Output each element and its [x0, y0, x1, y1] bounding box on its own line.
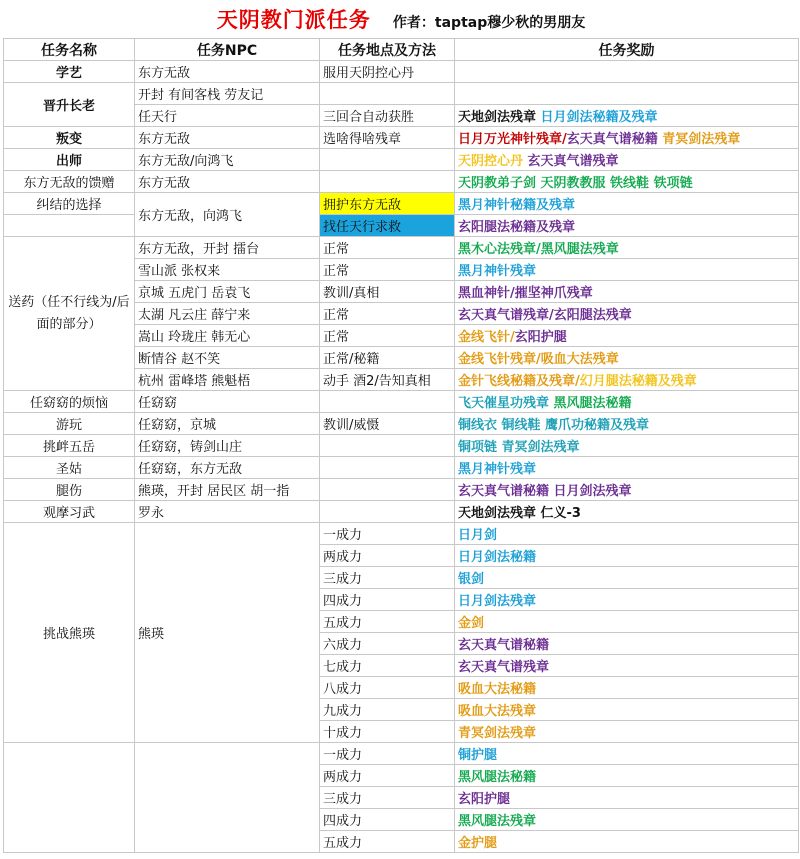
quest-reward-cell: [455, 567, 799, 589]
quest-npc-cell: 嵩山 玲珑庄 韩无心: [135, 325, 320, 347]
reward-text: 玄阳护腿: [458, 792, 511, 807]
table-row: [4, 391, 799, 413]
column-header: 任务名称: [4, 39, 135, 61]
reward-text: 黑木心法残章/黑风腿法残章: [458, 242, 619, 257]
table-row: [4, 61, 799, 83]
quest-method-cell: 十成力: [320, 721, 455, 743]
table-row: [4, 127, 799, 149]
reward-text: 黑月神针残章: [458, 462, 537, 477]
reward-text: 黑月神针秘籍及残章: [458, 198, 576, 213]
table-row: [4, 237, 799, 259]
table-row: [4, 523, 799, 545]
quest-npc-cell: 熊瑛，开封 居民区 胡一指: [135, 479, 320, 501]
reward-text: 黑月神针残章: [458, 264, 537, 279]
quest-name-cell: 叛变: [4, 127, 135, 149]
reward-text: 玄阳护腿: [514, 330, 567, 345]
quest-method-cell: 三成力: [320, 567, 455, 589]
quest-method-cell: 三成力: [320, 787, 455, 809]
reward-text: 铜线衣 铜线鞋 鹰爪功秘籍及残章: [458, 418, 650, 433]
reward-text: 金针飞线秘籍及残章/: [458, 374, 580, 389]
quest-method-cell: 八成力: [320, 677, 455, 699]
reward-text: 幻月腿法秘籍及残章: [579, 374, 697, 389]
reward-text: 金线飞针/: [458, 330, 515, 345]
quest-npc-cell: 东方无敌: [135, 61, 320, 83]
quest-method-cell: 两成力: [320, 765, 455, 787]
quest-method-cell: 三回合自动获胜: [320, 105, 455, 127]
quest-npc-cell: 东方无敌/向鸿飞: [135, 149, 320, 171]
quest-reward-cell: [455, 743, 799, 765]
quest-reward-cell: [455, 787, 799, 809]
quest-name-cell: 游玩: [4, 413, 135, 435]
reward-text: 日月万光神针残章/: [458, 132, 567, 147]
quest-name-cell: 腿伤: [4, 479, 135, 501]
reward-text: 铜项链: [458, 440, 502, 455]
quest-npc-cell: 京城 五虎门 岳袁飞: [135, 281, 320, 303]
quest-reward-cell: [455, 413, 799, 435]
quest-npc-cell: 任窈窈: [135, 391, 320, 413]
reward-text: 银剑: [458, 572, 485, 587]
quest-npc-cell: 开封 有间客栈 劳友记: [135, 83, 320, 105]
quest-reward-cell: [455, 457, 799, 479]
reward-text: 玄阳腿法秘籍及残章: [458, 220, 576, 235]
column-header: 任务NPC: [135, 39, 320, 61]
quest-name-cell: 圣姑: [4, 457, 135, 479]
quest-method-cell: 四成力: [320, 809, 455, 831]
quest-reward-cell: [455, 369, 799, 391]
page-title: 天阴教门派任务: [216, 8, 371, 32]
reward-text: 玄天真气谱秘籍: [566, 132, 663, 147]
quest-reward-cell: [455, 765, 799, 787]
quest-npc-cell: 熊瑛: [135, 523, 320, 743]
reward-text: 玄天真气谱残章: [458, 660, 550, 675]
reward-text: 黑风腿法秘籍: [553, 396, 632, 411]
reward-text: 天地剑法残章 仁义-3: [458, 506, 581, 521]
reward-text: 青冥剑法残章: [662, 132, 741, 147]
reward-text: 青冥剑法残章: [501, 440, 580, 455]
quest-npc-cell: 断情谷 赵不笑: [135, 347, 320, 369]
column-header: 任务奖励: [455, 39, 799, 61]
quest-method-cell: [320, 149, 455, 171]
quest-method-cell: [320, 391, 455, 413]
quest-name-cell: 晋升长老: [4, 83, 135, 127]
quest-method-cell: 五成力: [320, 611, 455, 633]
quest-reward-cell: [455, 303, 799, 325]
quest-reward-cell: [455, 809, 799, 831]
quest-reward-cell: [455, 435, 799, 457]
reward-text: 青冥剑法残章: [458, 726, 537, 741]
header-row: [4, 39, 799, 61]
quest-table: [3, 0, 799, 853]
quest-npc-cell: 东方无敌: [135, 127, 320, 149]
quest-reward-cell: [455, 215, 799, 237]
quest-npc-cell: 东方无敌，开封 擂台: [135, 237, 320, 259]
quest-reward-cell: [455, 127, 799, 149]
column-header: 任务地点及方法: [320, 39, 455, 61]
quest-reward-cell: [455, 193, 799, 215]
quest-reward-cell: [455, 523, 799, 545]
quest-name-cell: 学艺: [4, 61, 135, 83]
quest-reward-cell: [455, 699, 799, 721]
quest-name-cell: 出师: [4, 149, 135, 171]
reward-text: 日月剑法残章: [458, 594, 537, 609]
quest-reward-cell: [455, 281, 799, 303]
quest-method-cell: [320, 479, 455, 501]
quest-method-cell: 九成力: [320, 699, 455, 721]
quest-method-cell: 五成力: [320, 831, 455, 853]
reward-text: 铜护腿: [458, 748, 498, 763]
quest-reward-cell: [455, 655, 799, 677]
quest-method-cell: 七成力: [320, 655, 455, 677]
quest-method-cell: 正常/秘籍: [320, 347, 455, 369]
reward-text: 飞天催星功残章: [458, 396, 554, 411]
quest-npc-cell: [135, 743, 320, 853]
quest-method-cell: 选啥得啥残章: [320, 127, 455, 149]
table-row: [4, 435, 799, 457]
table-row: [4, 743, 799, 765]
quest-method-cell: 找任天行求救: [320, 215, 455, 237]
quest-method-cell: 正常: [320, 259, 455, 281]
table-row: [4, 193, 799, 215]
reward-text: 黑风腿法秘籍: [458, 770, 537, 785]
quest-method-cell: 四成力: [320, 589, 455, 611]
title-row: [4, 0, 799, 39]
reward-text: 黑血神针/摧坚神爪残章: [458, 286, 593, 301]
quest-name-cell: 纠结的选择: [4, 193, 135, 215]
quest-npc-cell: 杭州 雷峰塔 熊魁梧: [135, 369, 320, 391]
quest-method-cell: 教训/真相: [320, 281, 455, 303]
quest-method-cell: 六成力: [320, 633, 455, 655]
quest-reward-cell: [455, 259, 799, 281]
quest-name-cell: 任窈窈的烦恼: [4, 391, 135, 413]
quest-reward-cell: [455, 479, 799, 501]
quest-name-cell: [4, 743, 135, 853]
reward-text: 玄天真气谱残章: [527, 154, 619, 169]
quest-method-cell: 动手 酒2/告知真相: [320, 369, 455, 391]
quest-reward-cell: [455, 237, 799, 259]
quest-reward-cell: [455, 171, 799, 193]
reward-text: 金线飞针残章/吸血大法残章: [458, 352, 619, 367]
reward-text: 天阴控心丹: [458, 154, 528, 169]
reward-text: 吸血大法残章: [458, 704, 537, 719]
author-credit: 作者：taptap穆少秋的男朋友: [392, 15, 586, 31]
quest-npc-cell: 任窈窈，京城: [135, 413, 320, 435]
quest-reward-cell: [455, 677, 799, 699]
table-row: [4, 171, 799, 193]
quest-npc-cell: 罗永: [135, 501, 320, 523]
quest-npc-cell: 雪山派 张权来: [135, 259, 320, 281]
quest-name-cell: [4, 215, 135, 237]
quest-method-cell: [320, 501, 455, 523]
reward-text: 天地剑法残章: [458, 110, 537, 125]
table-row: [4, 413, 799, 435]
quest-reward-cell: [455, 391, 799, 413]
quest-name-cell: 观摩习武: [4, 501, 135, 523]
quest-npc-cell: 太湖 凡云庄 薛宁来: [135, 303, 320, 325]
quest-reward-cell: [455, 545, 799, 567]
quest-method-cell: 一成力: [320, 523, 455, 545]
reward-text: 日月剑: [458, 528, 498, 543]
quest-reward-cell: [455, 611, 799, 633]
quest-npc-cell: 东方无敌，向鸿飞: [135, 193, 320, 237]
quest-method-cell: 正常: [320, 237, 455, 259]
reward-text: 金护腿: [458, 836, 498, 851]
reward-text: 黑风腿法残章: [458, 814, 537, 829]
quest-reward-cell: [455, 83, 799, 105]
quest-method-cell: 正常: [320, 325, 455, 347]
table-row: [4, 501, 799, 523]
reward-text: 金剑: [458, 616, 485, 631]
table-row: [4, 215, 799, 237]
quest-reward-cell: [455, 589, 799, 611]
quest-reward-cell: [455, 831, 799, 853]
quest-reward-cell: [455, 61, 799, 83]
quest-reward-cell: [455, 633, 799, 655]
table-row: [4, 457, 799, 479]
table-row: [4, 149, 799, 171]
reward-text: 吸血大法秘籍: [458, 682, 537, 697]
quest-method-cell: 教训/威慑: [320, 413, 455, 435]
quest-reward-cell: [455, 501, 799, 523]
quest-reward-cell: [455, 721, 799, 743]
quest-npc-cell: 东方无敌: [135, 171, 320, 193]
quest-npc-cell: 任窈窈，东方无敌: [135, 457, 320, 479]
quest-method-cell: [320, 83, 455, 105]
quest-method-cell: [320, 171, 455, 193]
reward-text: 日月剑法秘籍: [458, 550, 537, 565]
quest-npc-cell: 任窈窈，铸剑山庄: [135, 435, 320, 457]
quest-name-cell: 东方无敌的馈赠: [4, 171, 135, 193]
quest-reward-cell: [455, 325, 799, 347]
quest-method-cell: [320, 457, 455, 479]
quest-reward-cell: [455, 105, 799, 127]
table-row: [4, 83, 799, 105]
reward-text: 玄天真气谱秘籍 日月剑法残章: [458, 484, 632, 499]
quest-method-cell: 服用天阴控心丹: [320, 61, 455, 83]
reward-text: 天阴教弟子剑 天阴教教服 铁线鞋 铁项链: [458, 176, 693, 191]
reward-text: 玄天真气谱残章/玄阳腿法残章: [458, 308, 632, 323]
quest-name-cell: 挑战熊瑛: [4, 523, 135, 743]
quest-method-cell: 拥护东方无敌: [320, 193, 455, 215]
reward-text: 日月剑法秘籍及残章: [536, 110, 658, 125]
quest-method-cell: 正常: [320, 303, 455, 325]
table-row: [4, 479, 799, 501]
reward-text: 玄天真气谱秘籍: [458, 638, 550, 653]
quest-method-cell: 两成力: [320, 545, 455, 567]
quest-method-cell: 一成力: [320, 743, 455, 765]
quest-method-cell: [320, 435, 455, 457]
quest-reward-cell: [455, 347, 799, 369]
quest-npc-cell: 任天行: [135, 105, 320, 127]
quest-reward-cell: [455, 149, 799, 171]
quest-name-cell: 送药（任不行线为/后面的部分）: [4, 237, 135, 391]
quest-name-cell: 挑衅五岳: [4, 435, 135, 457]
